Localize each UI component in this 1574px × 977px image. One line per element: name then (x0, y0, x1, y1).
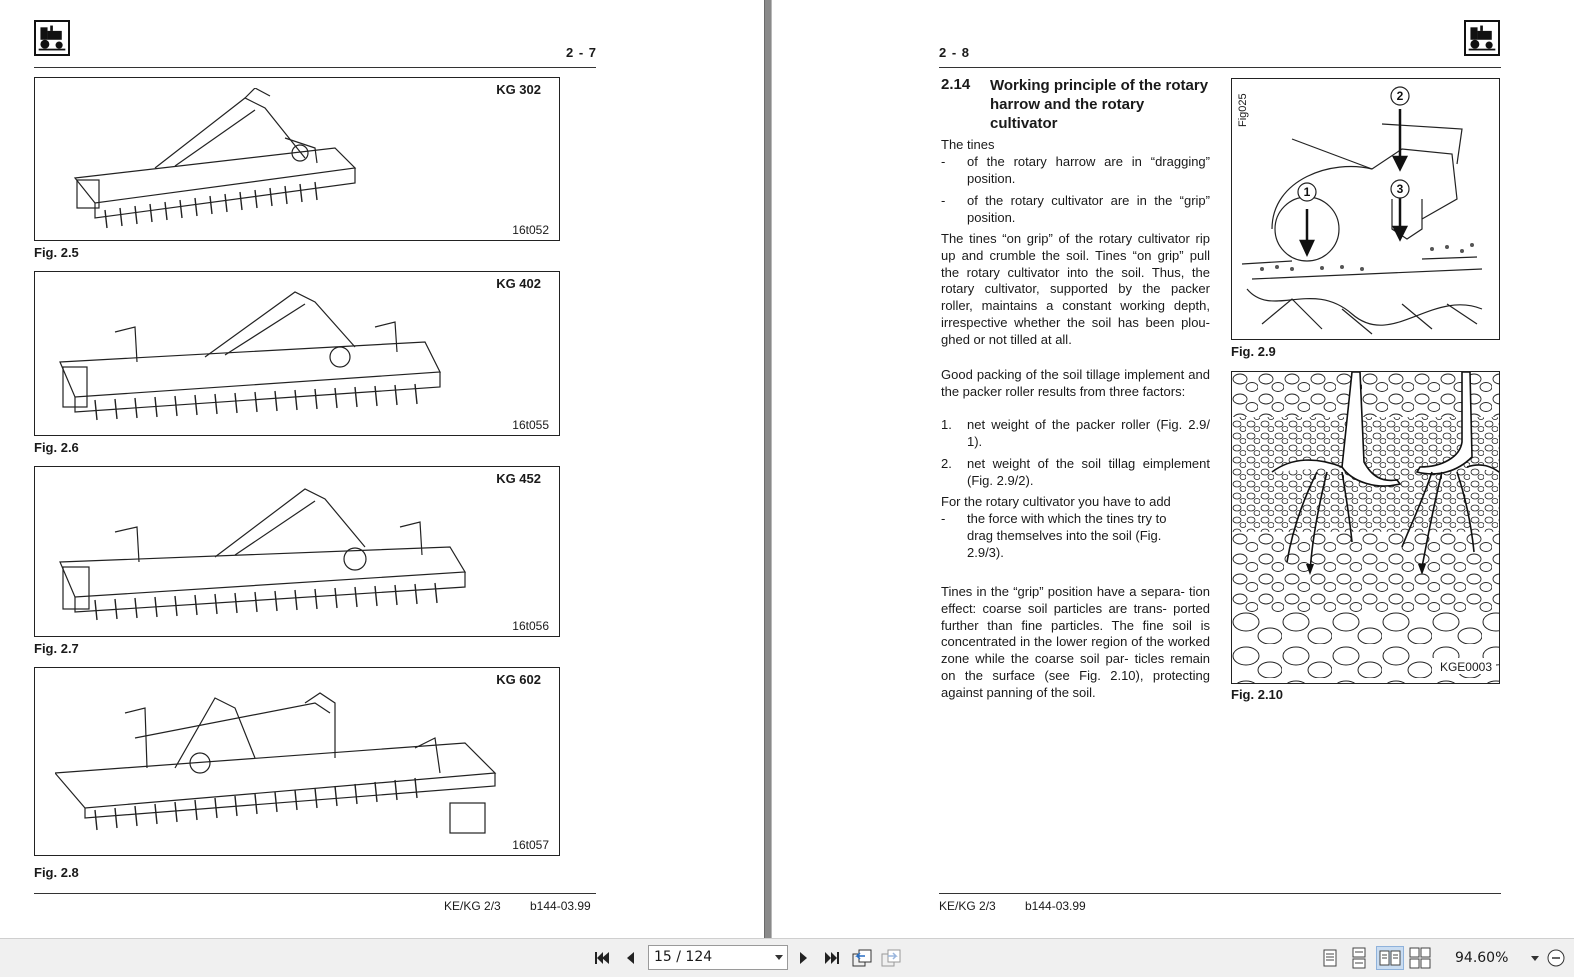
bullet-item: of the rotary cultivator are in the “grip” position. (967, 193, 1210, 225)
forward-view-icon (880, 948, 902, 968)
first-page-icon (593, 950, 611, 966)
brand-logo (34, 20, 70, 56)
figure-2-10 (1231, 371, 1500, 684)
figure-kg452 (34, 466, 560, 637)
bullet-dash: - (941, 154, 946, 169)
list-item: net weight of the soil tillag eimplement (Fig. 2.9/2). (967, 456, 1210, 488)
figure-code: 16t057 (512, 838, 549, 852)
header-rule (939, 67, 1501, 68)
footer-rule (939, 893, 1501, 894)
footer-model: KE/KG 2/3 (939, 899, 996, 913)
list-item: net weight of the packer roller (Fig. 2.9/ 1). (967, 417, 1210, 449)
next-page-button[interactable] (792, 946, 816, 970)
paragraph-packing: Good packing of the soil tillage implement and the packer roller results from three factors: (941, 367, 1210, 399)
go-back-view-button[interactable] (850, 946, 874, 970)
section-title: Working principle of the rotary harrow and the rotary cultivator (990, 77, 1209, 132)
figure-kg402 (34, 271, 560, 436)
figure-code: 16t052 (512, 223, 549, 237)
marker-label: 3 (1396, 182, 1404, 196)
figure-kg602 (34, 667, 560, 856)
page-indicator: 15 / 124 (654, 949, 713, 965)
list-number: 2. (941, 456, 952, 471)
section-number: 2.14 (941, 76, 971, 93)
go-forward-view-button[interactable] (879, 946, 903, 970)
bullet-item: of the rotary harrow are in “dragging” position. (967, 154, 1210, 186)
tine-diagram (1232, 79, 1499, 339)
last-page-icon (823, 950, 841, 966)
intro-text: The tines (941, 137, 995, 152)
zoom-out-button[interactable] (1544, 946, 1568, 970)
figure-model: KG 402 (496, 276, 541, 291)
two-page-view-button[interactable] (1376, 946, 1404, 970)
two-page-continuous-button[interactable] (1408, 946, 1432, 970)
figure-caption: Fig. 2.6 (34, 440, 79, 455)
paragraph-grip: The tines “on grip” of the rotary cultivator rip up and crumble the soil. Tines “on grip” pull the rotary cultivator into the soil. Thus, the rotary cultivator, supported by the packer roller, maintains a constant working depth, irrespective whether the soil has been plou- ghed or not tilled at all. (941, 231, 1210, 347)
figure-caption: Fig. 2.9 (1231, 344, 1276, 359)
page-selector[interactable] (648, 945, 788, 970)
single-page-icon (1322, 948, 1338, 968)
viewer-toolbar (0, 938, 1574, 977)
page-gutter (764, 0, 772, 938)
previous-page-button[interactable] (618, 946, 642, 970)
figure-2-9 (1231, 78, 1500, 340)
first-page-button[interactable] (590, 946, 614, 970)
bullet-item: the force with which the tines try to drag themselves into the soil (Fig. 2.9/3). (967, 511, 1167, 560)
figure-code: 16t055 (512, 418, 549, 432)
figure-caption: Fig. 2.7 (34, 641, 79, 656)
continuous-page-icon (1351, 947, 1367, 969)
paragraph-separation: Tines in the “grip” position have a separa- tion effect: coarse soil particles are trans- ported further than fine particles. The fine soil is concentrated in the lower region of the worked zone while the coarse soil par- ticles remain on the surface (see Fig. 2.10), protecting against panning of the soil. (941, 584, 1210, 700)
chevron-down-icon (775, 955, 783, 960)
single-page-view-button[interactable] (1318, 946, 1342, 970)
bullet-dash: - (941, 511, 946, 526)
soil-diagram (1232, 372, 1499, 683)
list-number: 1. (941, 417, 952, 432)
figure-code: KGE0003 (1439, 660, 1492, 674)
right-page (772, 0, 1574, 938)
zoom-out-icon (1546, 948, 1566, 968)
harrow-drawing (55, 88, 385, 238)
footer-model: KE/KG 2/3 (444, 899, 501, 913)
harrow-drawing (55, 282, 455, 432)
brand-logo (1464, 20, 1500, 56)
figure-kg302 (34, 77, 560, 241)
figure-id: Fig025 (1237, 93, 1249, 127)
previous-page-icon (624, 950, 636, 966)
bullet-dash: - (941, 193, 946, 208)
figure-model: KG 302 (496, 82, 541, 97)
next-page-icon (798, 950, 810, 966)
footer-rule (34, 893, 596, 894)
chevron-down-icon (1530, 954, 1540, 962)
marker-label: 2 (1396, 89, 1404, 103)
paragraph-cultivator: For the rotary cultivator you have to add (941, 494, 1171, 509)
two-page-continuous-icon (1409, 947, 1431, 969)
figure-model: KG 602 (496, 672, 541, 687)
figure-caption: Fig. 2.5 (34, 245, 79, 260)
zoom-level: 94.60% (1455, 950, 1509, 966)
page-number: 2 - 8 (939, 45, 971, 60)
figure-code: 16t056 (512, 619, 549, 633)
left-page (0, 0, 764, 938)
last-page-button[interactable] (820, 946, 844, 970)
header-rule (34, 67, 596, 68)
continuous-view-button[interactable] (1347, 946, 1371, 970)
back-view-icon (851, 948, 873, 968)
footer-doc: b144-03.99 (530, 899, 591, 913)
figure-model: KG 452 (496, 471, 541, 486)
two-page-icon (1379, 949, 1401, 967)
figure-caption: Fig. 2.8 (34, 865, 79, 880)
harrow-drawing (55, 678, 525, 853)
harrow-drawing (55, 477, 475, 632)
figure-caption: Fig. 2.10 (1231, 687, 1284, 702)
footer-doc: b144-03.99 (1025, 899, 1086, 913)
page-number: 2 - 7 (566, 45, 598, 60)
marker-label: 1 (1303, 185, 1311, 199)
zoom-dropdown-button[interactable] (1528, 946, 1542, 970)
